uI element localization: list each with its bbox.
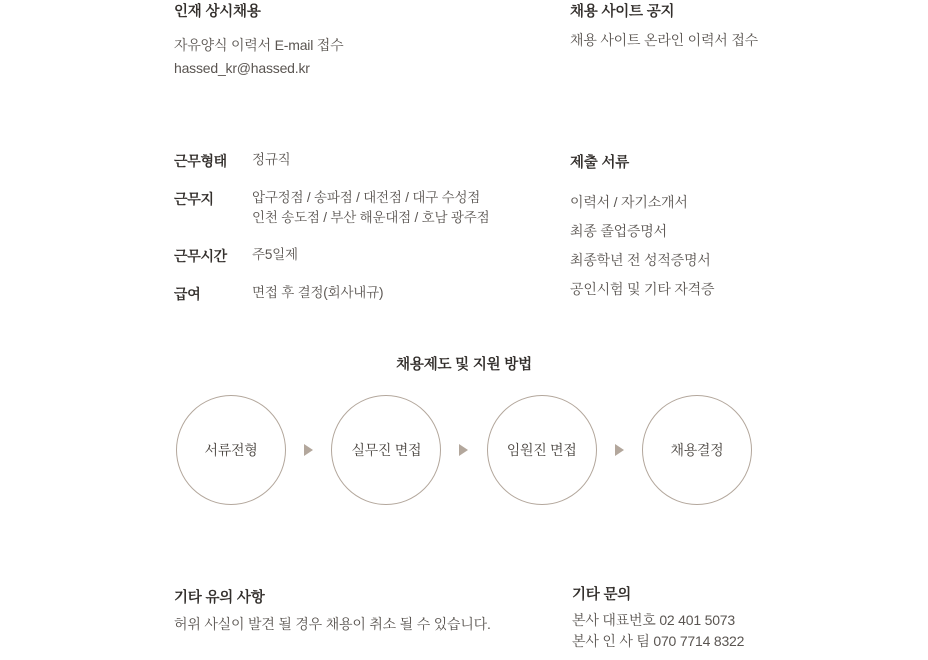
process-flow — [176, 394, 752, 506]
process-step-2: 실무진 면접 — [331, 395, 441, 505]
process-section-title: 채용제도 및 지원 방법 — [396, 357, 532, 373]
arrow-right-icon — [615, 444, 624, 456]
contact-section-body — [572, 610, 912, 652]
condition-row — [174, 188, 554, 228]
notes-section-title: 기타 유의 사항 — [174, 590, 265, 606]
work-conditions-table — [174, 150, 554, 304]
recruit-section-title: 인재 상시채용 — [174, 4, 261, 20]
condition-row — [174, 245, 554, 266]
documents-section-title: 제출 서류 — [570, 155, 630, 171]
condition-value — [252, 150, 554, 171]
condition-value — [252, 188, 554, 228]
condition-label: 근무형태 — [174, 153, 227, 169]
contact-main-phone: 본사 대표번호 02 401 5073 — [572, 612, 735, 628]
notice-section-title: 채용 사이트 공지 — [570, 4, 675, 20]
condition-value — [252, 283, 554, 304]
notes-section-body — [174, 613, 554, 636]
condition-row — [174, 283, 554, 304]
recruit-line: 자유양식 이력서 E-mail 접수 — [174, 37, 344, 53]
recruit-section-body — [174, 34, 534, 80]
condition-value — [252, 245, 554, 266]
condition-value-line: 정규직 — [252, 152, 291, 167]
condition-value-line: 주5일제 — [252, 247, 298, 262]
contact-hr-phone: 본사 인 사 팀 070 7714 8322 — [572, 633, 745, 649]
notice-line: 채용 사이트 온라인 이력서 접수 — [570, 32, 758, 48]
document-item: 최종학년 전 성적증명서 — [570, 252, 711, 268]
process-step-3: 임원진 면접 — [487, 395, 597, 505]
condition-value-line: 인천 송도점 / 부산 해운대점 / 호남 광주점 — [252, 210, 490, 225]
arrow-right-icon — [304, 444, 313, 456]
arrow-right-icon — [459, 444, 468, 456]
condition-row — [174, 150, 554, 171]
documents-section — [570, 151, 890, 304]
notes-line: 허위 사실이 발견 될 경우 채용이 취소 될 수 있습니다. — [174, 616, 491, 632]
condition-label: 근무지 — [174, 191, 214, 207]
condition-label: 근무시간 — [174, 248, 227, 264]
contact-section-title: 기타 문의 — [572, 587, 632, 603]
document-item: 공인시험 및 기타 자격증 — [570, 281, 715, 297]
process-step-4: 채용결정 — [642, 395, 752, 505]
condition-value-line: 면접 후 결정(회사내규) — [252, 285, 384, 300]
recruit-email: hassed_kr@hassed.kr — [174, 60, 310, 76]
condition-label: 급여 — [174, 286, 201, 302]
process-step-1: 서류전형 — [176, 395, 286, 505]
document-item: 이력서 / 자기소개서 — [570, 194, 688, 210]
condition-value-line: 압구정점 / 송파점 / 대전점 / 대구 수성점 — [252, 190, 481, 205]
notice-section-body — [570, 29, 890, 52]
document-item: 최종 졸업증명서 — [570, 223, 667, 239]
